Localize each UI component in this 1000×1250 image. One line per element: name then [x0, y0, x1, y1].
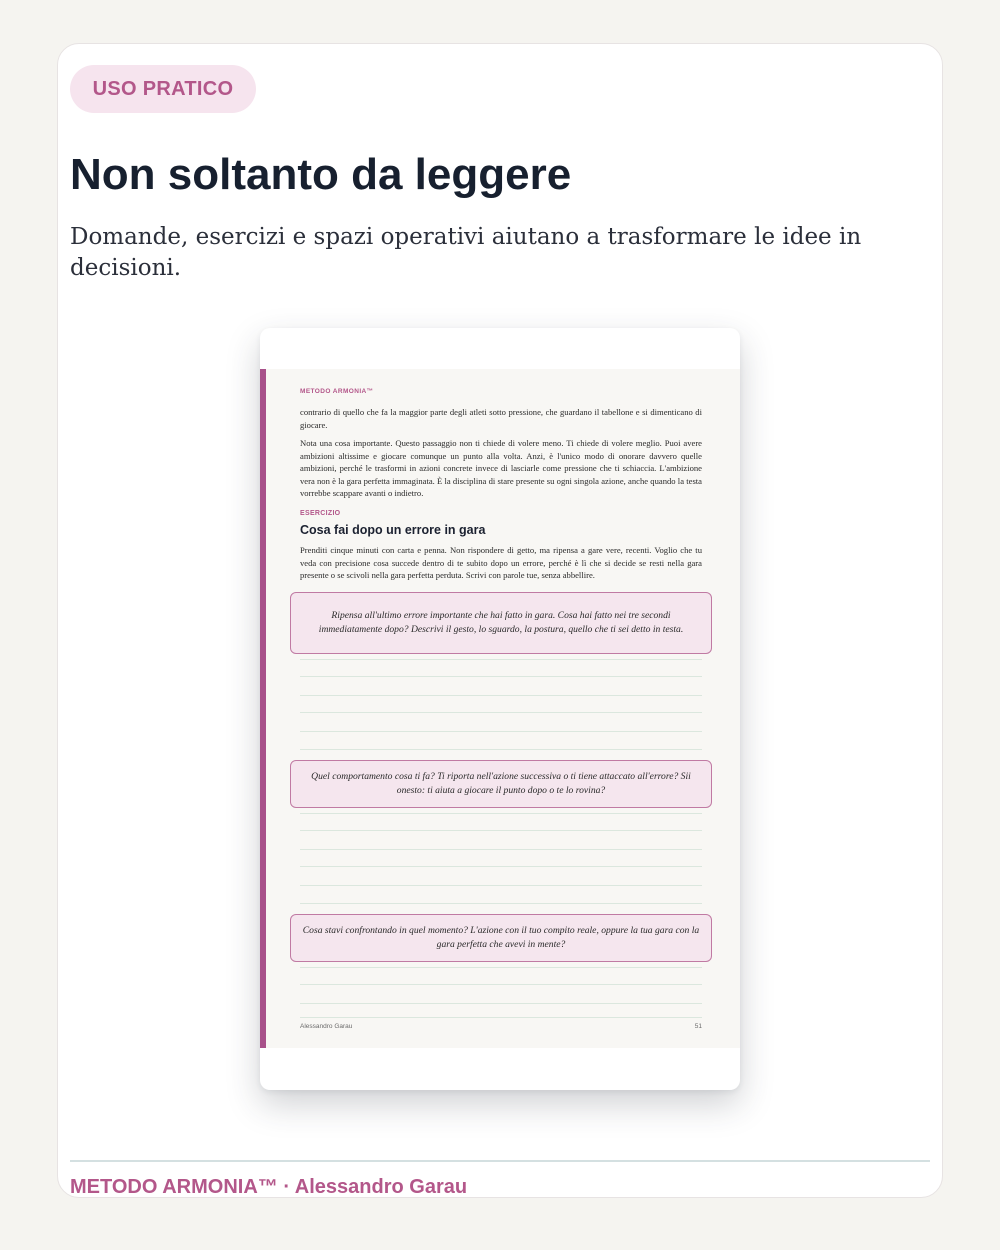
exercise-intro: Prenditi cinque minuti con carta e penna. Non rispondere di getto, ma ripensa a gare vere, recenti. Voglio che tu veda con precisione cosa succede dentro di te subito dopo un errore, perché è lì che si decide se resti nella gara presente o se scivoli nella gara perfetta perduta. Scrivi con parole tue, senza abbellire.	[300, 545, 702, 581]
writing-line	[300, 659, 702, 660]
writing-line	[300, 984, 702, 985]
page-number: 51	[694, 1023, 702, 1030]
page-title: Non soltanto da leggere	[70, 150, 572, 199]
footer-brand: METODO ARMONIA™ · Alessandro Garau	[70, 1176, 468, 1198]
writing-line	[300, 866, 702, 867]
page-footer-author: Alessandro Garau	[300, 1023, 353, 1030]
footer-divider	[70, 1160, 930, 1162]
writing-line	[300, 676, 702, 677]
book-page-preview	[260, 328, 740, 1090]
writing-line	[300, 885, 702, 886]
question-box: Quel comportamento cosa ti fa? Ti riporta nell'azione successiva o ti tiene attaccato all'errore? Sii onesto: ti aiuta a giocare il punto dopo o te lo rovina?	[290, 760, 712, 808]
writing-line	[300, 1017, 702, 1018]
writing-line	[300, 813, 702, 814]
writing-line	[300, 830, 702, 831]
question-box: Ripensa all'ultimo errore importante che hai fatto in gara. Cosa hai fatto nei tre secondi immediatamente dopo? Descrivi il gesto, lo sguardo, la postura, quello che ti sei detto in testa.	[290, 592, 712, 654]
writing-line	[300, 731, 702, 732]
question-box: Cosa stavi confrontando in quel momento? L'azione con il tuo compito reale, oppure la tua gara con la gara perfetta che avevi in mente?	[290, 914, 712, 962]
writing-line	[300, 1003, 702, 1004]
book-page	[260, 369, 740, 1048]
writing-line	[300, 967, 702, 968]
body-paragraph: Nota una cosa importante. Questo passaggio non ti chiede di volere meno. Ti chiede di volere meglio. Puoi avere ambizioni altissime e giocare comunque un punto alla volta. Anzi, è l'unico modo di onorare davvero quelle ambizioni, perché le trasformi in azioni concrete invece di lasciarle come pressione che ti schiaccia. L'ambizione vera non è la gara perfetta immaginata. È la disciplina di stare presente su ogni singola azione, anche quando la testa vorrebbe scappare avanti o indietro.	[300, 438, 702, 499]
running-head: METODO ARMONIA™	[300, 388, 374, 395]
exercise-title: Cosa fai dopo un errore in gara	[300, 523, 486, 537]
category-badge: USO PRATICO	[70, 65, 256, 113]
writing-line	[300, 749, 702, 750]
exercise-label: ESERCIZIO	[300, 510, 341, 517]
writing-line	[300, 849, 702, 850]
page-subtitle: Domande, esercizi e spazi operativi aiutano a trasformare le idee in decisioni.	[70, 224, 862, 281]
writing-line	[300, 695, 702, 696]
body-paragraph: contrario di quello che fa la maggior parte degli atleti sotto pressione, che guardano il tabellone e si dimenticano di giocare.	[300, 407, 702, 430]
writing-line	[300, 903, 702, 904]
writing-line	[300, 712, 702, 713]
